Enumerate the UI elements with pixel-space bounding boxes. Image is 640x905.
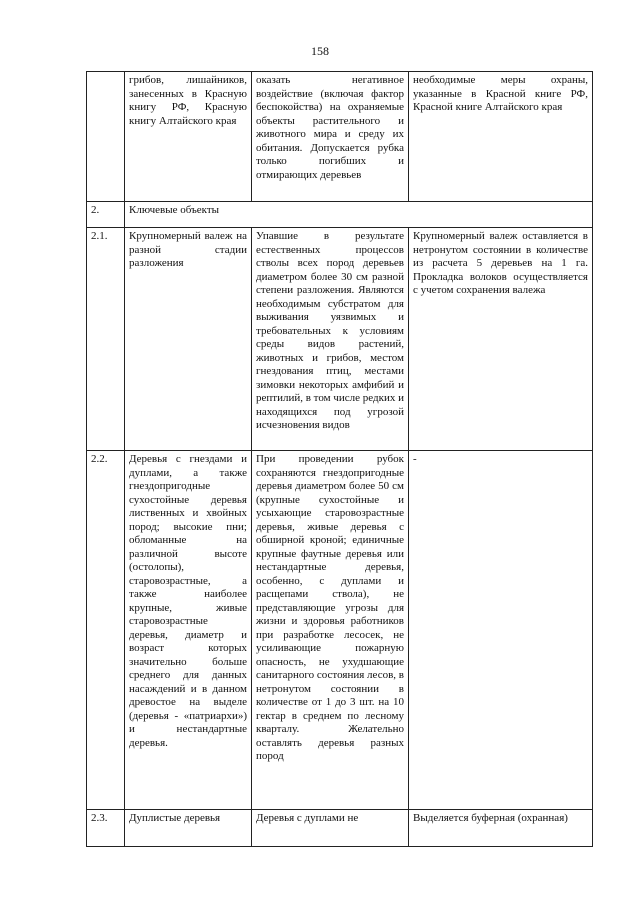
row-number-cell: 2.2. [87, 451, 125, 810]
section-title-cell: Ключевые объекты [125, 202, 593, 228]
object-cell: Крупномерный валеж на разной стадии разложения [125, 228, 252, 451]
requirement-cell: Выделяется буферная (охранная) [409, 810, 593, 847]
table-row [87, 228, 593, 451]
row-number-cell: 2.3. [87, 810, 125, 847]
description-cell: Деревья с дуплами не [252, 810, 409, 847]
description-cell: оказать негативное воздействие (включая фактор беспокойства) на охраняемые объекты растительного и животного мира и среду их обитания. Допускается рубка только погибших и отмирающих деревьев [252, 72, 409, 202]
page-number: 158 [311, 44, 329, 58]
row-number-cell [87, 72, 125, 202]
row-number-cell: 2. [87, 202, 125, 228]
table-row [87, 451, 593, 810]
object-cell: Дуплистые деревья [125, 810, 252, 847]
description-cell: При проведении рубок сохраняются гнездопригодные деревья диаметром более 50 см (крупные сухостойные и усыхающие старовозрастные деревья, живые деревья с обширной кроной; единичные крупные фаутные деревья или нестандартные деревья, особенно, с дуплами и расщепами ствола), не представляющие угрозы для жизни и здоровья работников при разработке лесосек, не усиливающие пожарную опасность, не ухудшающие санитарного состояния лесов, в нетронутом состоянии в количестве от 1 до 3 шт. на 10 гектар в среднем по лесному кварталу. Желательно оставлять деревья разных пород [252, 451, 409, 810]
table-row [87, 72, 593, 202]
document-table [86, 71, 593, 847]
object-cell: Деревья с гнездами и дуплами, а также гнездопригодные сухостойные деревья лиственных и хвойных пород; высокие пни; обломанные на различной высоте (остолопы), старовозрастные, а также наиболее крупные, живые старовозрастные деревья, диаметр и возраст которых значительно больше среднего для данных насаждений и в данном древостое на выделе (деревья - «патриархи») и нестандартные деревья. [125, 451, 252, 810]
requirement-cell: Крупномерный валеж оставляется в нетронутом состоянии в количестве из расчета 5 деревьев на 1 га. Прокладка волоков осуществляется с учетом сохранения валежа [409, 228, 593, 451]
table-row [87, 202, 593, 228]
table-row [87, 810, 593, 847]
requirement-cell: необходимые меры охраны, указанные в Красной книге РФ, Красной книге Алтайского края [409, 72, 593, 202]
row-number-cell: 2.1. [87, 228, 125, 451]
object-cell: грибов, лишайников, занесенных в Красную книгу РФ, Красную книгу Алтайского края [125, 72, 252, 202]
description-cell: Упавшие в результате естественных процессов стволы всех пород деревьев диаметром более 30 см разной степени разложения. Являются необходимым субстратом для выживания уязвимых и требовательных к условиям среды видов растений, животных и грибов, местом гнездования птиц, местами зимовки некоторых амфибий и рептилий, в том числе редких и находящихся под угрозой исчезновения видов [252, 228, 409, 451]
requirement-cell: - [409, 451, 593, 810]
